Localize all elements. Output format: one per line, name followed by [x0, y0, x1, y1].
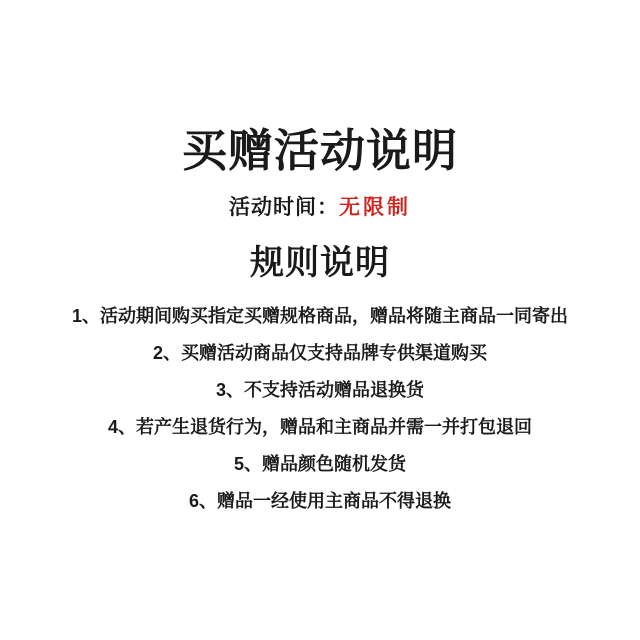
rule-item-6: 6、赠品一经使用主商品不得退换: [188, 490, 451, 511]
rules-heading: 规则说明: [250, 243, 390, 282]
activity-time-label: 活动时间：: [229, 195, 339, 219]
rules-list: [72, 298, 568, 520]
rule-item-5: 5、赠品颜色随机发货: [233, 453, 406, 474]
rule-item-2: 2、买赠活动商品仅支持品牌专供渠道购买: [152, 342, 487, 363]
rule-item-3: 3、不支持活动赠品退换货: [215, 379, 424, 400]
page-title: 买赠活动说明: [181, 125, 458, 176]
rule-item-1: 1、活动期间购买指定买赠规格商品，赠品将随主商品一同寄出: [71, 305, 568, 326]
activity-time-value: 无限制: [339, 195, 411, 219]
rule-item-4: 4、若产生退货行为，赠品和主商品并需一并打包退回: [107, 416, 532, 437]
activity-time-line: [229, 196, 411, 219]
